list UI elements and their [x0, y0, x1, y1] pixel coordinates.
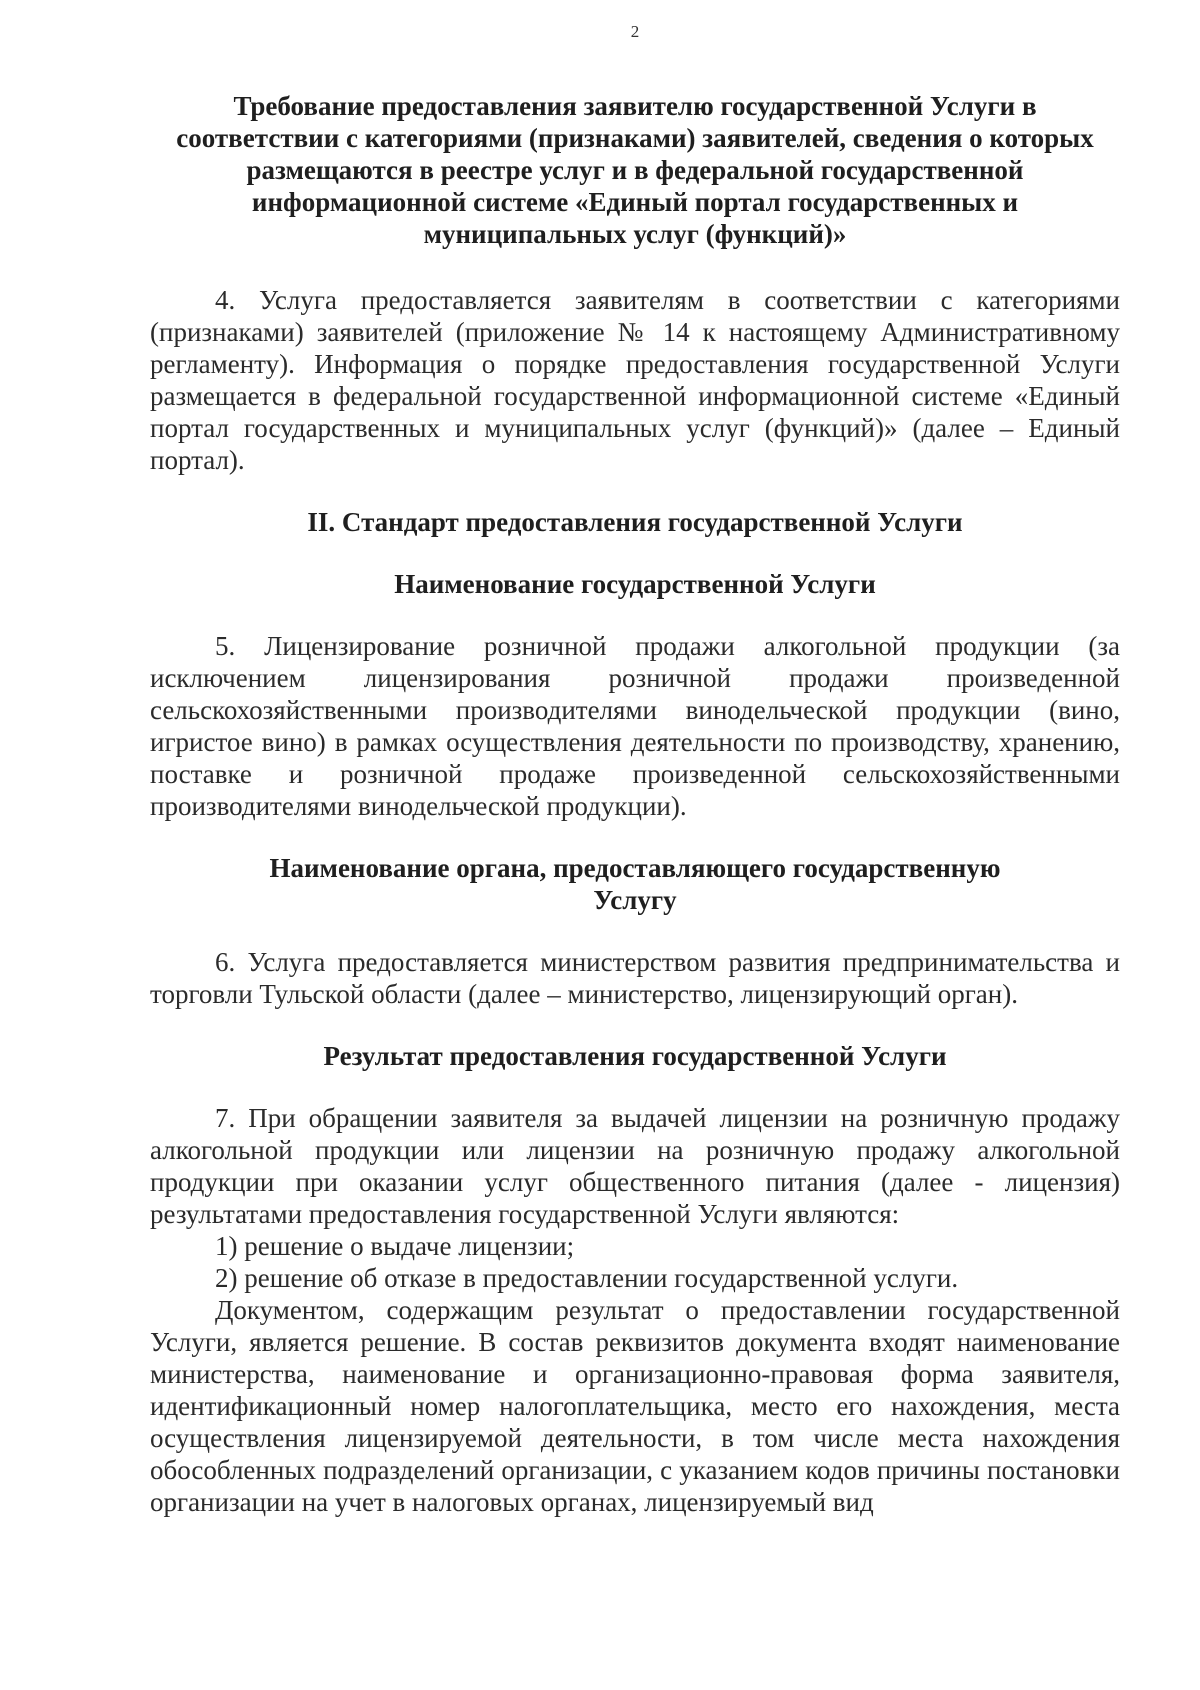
- document-body: [150, 90, 1120, 1518]
- paragraph-6: 6. Услуга предоставляется министерством развития предпринимательства и торговли Тульской области (далее – министерство, лицензирующий орган).: [150, 947, 1120, 1009]
- heading-line: Наименование органа, предоставляющего государственную: [269, 853, 1001, 883]
- list-item: 2) решение об отказе в предоставлении государственной услуги.: [215, 1263, 959, 1293]
- paragraph-4: 4. Услуга предоставляется заявителям в соответствии с категориями (признаками) заявителей (приложение № 14 к настоящему Административному регламенту). Информация о порядке предоставления государственной Услуги размещается в федеральной государственной информационной системе «Единый портал государственных и муниципальных услуг (функций)» (далее – Единый портал).: [150, 285, 1120, 475]
- heading-line: информационной системе «Единый портал государственных и: [251, 187, 1019, 217]
- paragraph-7: 7. При обращении заявителя за выдачей лицензии на розничную продажу алкогольной продукции или лицензии на розничную продажу алкогольной продукции при оказании услуг общественного питания (далее - лицензия) результатами предоставления государственной Услуги являются:: [150, 1103, 1120, 1229]
- paragraph-5: 5. Лицензирование розничной продажи алкогольной продукции (за исключением лицензирования розничной продажи произведенной сельскохозяйственными производителями винодельческой продукции (вино, игристое вино) в рамках осуществления деятельности по производству, хранению, поставке и розничной продаже произведенной сельскохозяйственными производителями винодельческой продукции).: [150, 631, 1120, 821]
- heading-line: соответствии с категориями (признаками) заявителей, сведения о которых: [176, 123, 1094, 153]
- heading-providing-authority: [150, 852, 1120, 916]
- heading-standard-section: II. Стандарт предоставления государственной Услуги: [307, 507, 963, 537]
- heading-service-result: Результат предоставления государственной Услуги: [323, 1041, 947, 1071]
- heading-line: размещаются в реестре услуг и в федеральной государственной: [246, 155, 1024, 185]
- heading-line: Услугу: [593, 885, 677, 915]
- heading-line: муниципальных услуг (функций)»: [423, 219, 847, 249]
- list-item: 1) решение о выдаче лицензии;: [215, 1231, 575, 1261]
- heading-service-name: Наименование государственной Услуги: [394, 569, 876, 599]
- paragraph-8: Документом, содержащим результат о предоставлении государственной Услуги, является решение. В состав реквизитов документа входят наименование министерства, наименование и организационно-правовая форма заявителя, идентификационный номер налогоплательщика, место его нахождения, места осуществления лицензируемой деятельности, в том числе места нахождения обособленных подразделений организации, с указанием кодов причины постановки организации на учет в налоговых органах, лицензируемый вид: [150, 1295, 1120, 1517]
- heading-applicant-categories: [150, 90, 1120, 250]
- heading-line: Требование предоставления заявителю государственной Услуги в: [233, 91, 1037, 121]
- page-number: 2: [630, 22, 640, 41]
